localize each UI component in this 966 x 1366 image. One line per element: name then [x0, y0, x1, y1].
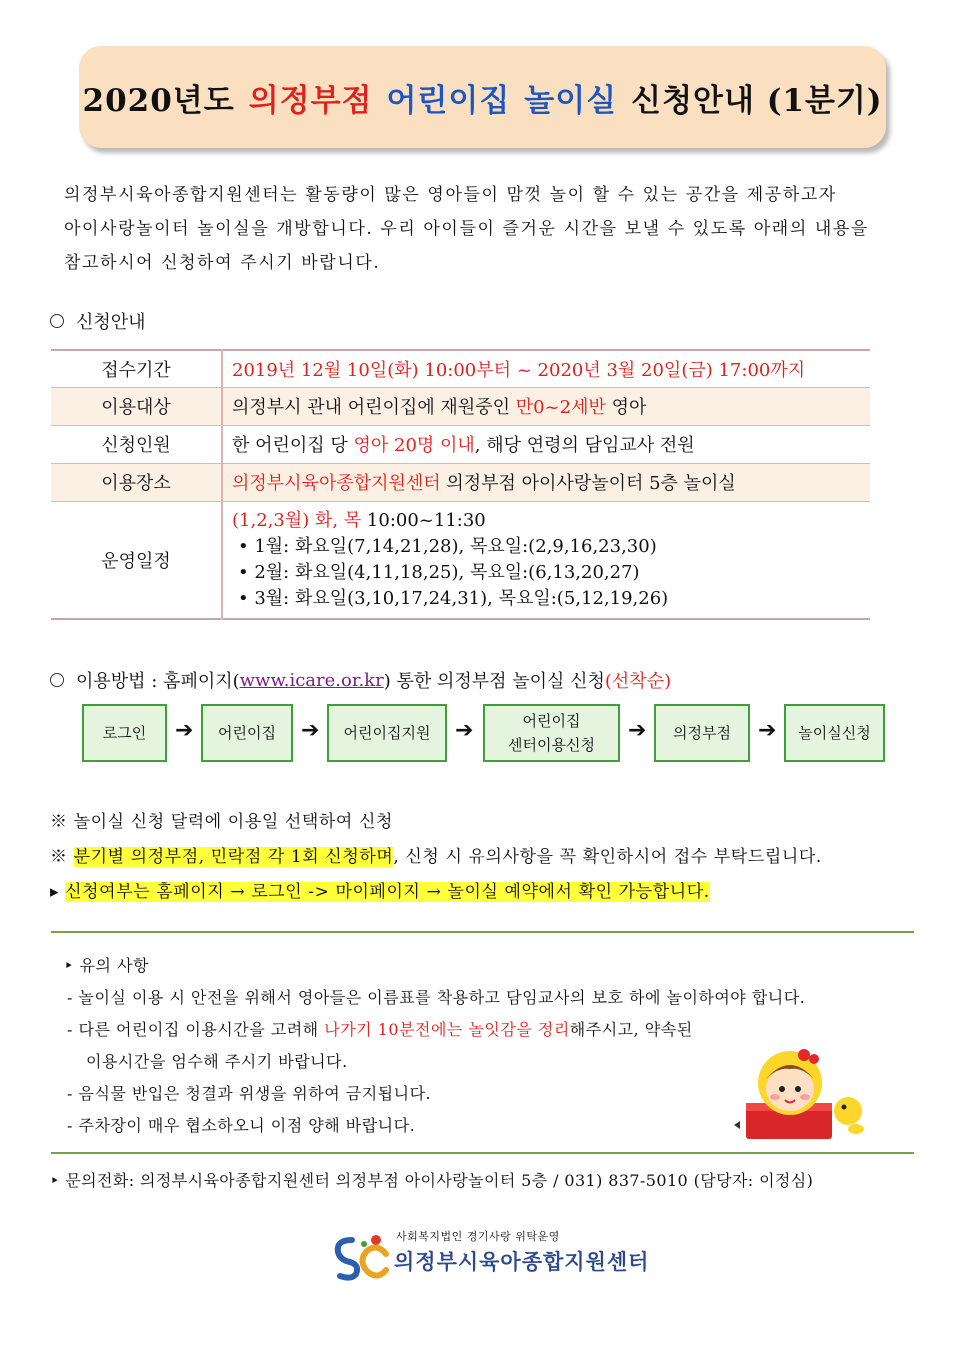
section-apply-heading	[50, 308, 146, 334]
intro-paragraph	[64, 178, 894, 280]
people-label: 신청인원	[51, 425, 222, 463]
title-rest: 신청안내 (1분기)	[631, 82, 883, 119]
people-value	[222, 425, 870, 463]
target-pre: 의정부시 관내 어린이집에 재원중인	[232, 397, 516, 418]
section-apply-label: 신청안내	[76, 312, 146, 333]
schedule-item: • 3월: 화요일(3,10,17,24,31), 목요일:(5,12,19,26)	[238, 587, 669, 609]
note-mark: ※	[50, 847, 74, 867]
flow-step-daycare: 어린이집	[201, 704, 293, 762]
title-branch: 의정부점	[248, 82, 373, 119]
method-pre: 이용방법 : 홈페이지(	[76, 671, 240, 692]
flow-step-branch: 의정부점	[654, 704, 750, 762]
caution-item: - 주차장이 매우 협소하오니 이점 양해 바랍니다.	[67, 1116, 416, 1135]
note-quarterly-highlight: 분기별 의정부점, 민락점 각 1회 신청하며	[73, 847, 394, 867]
section-method-heading	[50, 667, 671, 693]
schedule-item: • 2월: 화요일(4,11,18,25), 목요일:(6,13,20,27)	[238, 561, 640, 583]
table-row-place	[51, 463, 870, 501]
period-value: 2019년 12월 10일(화) 10:00부터 ~ 2020년 3월 20일(금) 17:00까지	[232, 359, 806, 381]
table-row-target	[51, 387, 870, 425]
arrow-right-icon: ➔	[455, 718, 474, 743]
note-calendar: ※ 놀이실 신청 달력에 이용일 선택하여 신청	[50, 812, 393, 832]
caution-cleanup: 나가기 10분전에는 놀잇감을 정리	[324, 1020, 570, 1039]
title-playroom: 놀이실	[524, 82, 618, 119]
note-check-status	[50, 877, 710, 902]
title-daycare: 어린이집	[386, 82, 511, 119]
divider-top	[51, 931, 914, 933]
arrow-right-icon: ➔	[758, 718, 777, 743]
target-post: 영아	[605, 397, 647, 418]
title-year: 2020년도	[82, 82, 235, 119]
flow-step-daycare-support: 어린이집지원	[327, 704, 447, 762]
schedule-days: (1,2,3월) 화, 목	[232, 509, 362, 531]
place-value	[222, 463, 870, 501]
table-row-people	[51, 425, 870, 463]
circle-bullet-icon	[50, 314, 64, 328]
schedule-label: 운영일정	[51, 501, 222, 619]
center-logo	[330, 1226, 650, 1286]
target-label: 이용대상	[51, 387, 222, 425]
center-logo-icon	[330, 1232, 392, 1282]
logo-subtitle: 사회복지법인 경기사랑 위탁운영	[396, 1230, 560, 1243]
flow-step-center-apply	[483, 704, 620, 762]
method-first-come: (선착순)	[604, 671, 672, 692]
place-label: 이용장소	[51, 463, 222, 501]
target-age: 만0~2세반	[515, 397, 606, 418]
caution-post: 해주시고, 약속된	[569, 1020, 693, 1039]
flow-step-playroom-apply: 놀이실신청	[784, 704, 885, 762]
flow-step-login: 로그인	[82, 704, 167, 762]
schedule-value	[222, 501, 870, 619]
caution-item	[64, 1014, 914, 1046]
people-post: , 해당 연령의 담임교사 전원	[474, 435, 695, 456]
note-quarterly	[50, 842, 822, 867]
circle-bullet-icon	[50, 673, 64, 687]
place-post: 의정부점 아이사랑놀이터 5층 놀이실	[440, 473, 736, 494]
target-value	[222, 387, 870, 425]
people-pre: 한 어린이집 당	[232, 435, 354, 456]
arrow-right-icon: ➔	[628, 718, 647, 743]
note-check-highlight: 신청여부는 홈페이지 → 로그인 -> 마이페이지 → 놀이실 예약에서 확인 가능합니다.	[65, 882, 710, 902]
caution-item: - 음식물 반입은 청결과 위생을 위하여 금지됩니다.	[67, 1084, 432, 1103]
arrow-right-icon: ➔	[301, 718, 320, 743]
table-row-period	[51, 350, 870, 387]
schedule-headline	[232, 508, 870, 534]
flow-step-center-apply-line2: 센터이용신청	[508, 736, 595, 754]
divider-bottom	[51, 1152, 914, 1154]
intro-line: 아이사랑놀이터 놀이실을 개방합니다. 우리 아이들이 즐거운 시간을 보낼 수 있도록 아래의 내용을	[64, 219, 869, 239]
period-label: 접수기간	[51, 350, 222, 387]
child-mascot-icon	[728, 1045, 868, 1145]
caution-heading: ‣ 유의 사항	[64, 956, 149, 975]
caution-item-cont: 이용시간을 엄수해 주시기 바랍니다.	[86, 1052, 348, 1071]
logo-title: 의정부시육아종합지원센터	[394, 1250, 650, 1274]
intro-line: 의정부시육아종합지원센터는 활동량이 많은 영아들이 맘껏 놀이 할 수 있는 공간을 제공하고자	[64, 185, 837, 205]
schedule-item: • 1월: 화요일(7,14,21,28), 목요일:(2,9,16,23,30)	[238, 535, 657, 557]
flow-step-center-apply-line1: 어린이집	[522, 712, 581, 730]
place-center: 의정부시육아종합지원센터	[232, 473, 441, 494]
note-quarterly-post: , 신청 시 유의사항을 꼭 확인하시어 접수 부탁드립니다.	[393, 847, 822, 867]
info-table	[51, 349, 870, 620]
people-limit: 영아 20명 이내	[353, 435, 475, 456]
intro-line: 참고하시어 신청하여 주시기 바랍니다.	[64, 253, 381, 273]
method-post: ) 통한 의정부점 놀이실 신청	[383, 671, 605, 692]
title-banner	[79, 46, 886, 148]
schedule-time: 10:00~11:30	[361, 509, 486, 531]
table-row-schedule	[51, 501, 870, 619]
arrow-right-icon: ➔	[175, 718, 194, 743]
caution-pre: - 다른 어린이집 이용시간을 고려해	[67, 1020, 325, 1039]
contact-info: ‣ 문의전화: 의정부시육아종합지원센터 의정부점 아이사랑놀이터 5층 / 031) 837-5010 (담당자: 이정심)	[50, 1171, 814, 1190]
triangle-bullet-icon: ▸	[50, 882, 66, 902]
homepage-link[interactable]: www.icare.or.kr	[239, 669, 384, 691]
caution-item: - 놀이실 이용 시 안전을 위해서 영아들은 이름표를 착용하고 담임교사의 보호 하에 놀이하여야 합니다.	[67, 988, 806, 1007]
